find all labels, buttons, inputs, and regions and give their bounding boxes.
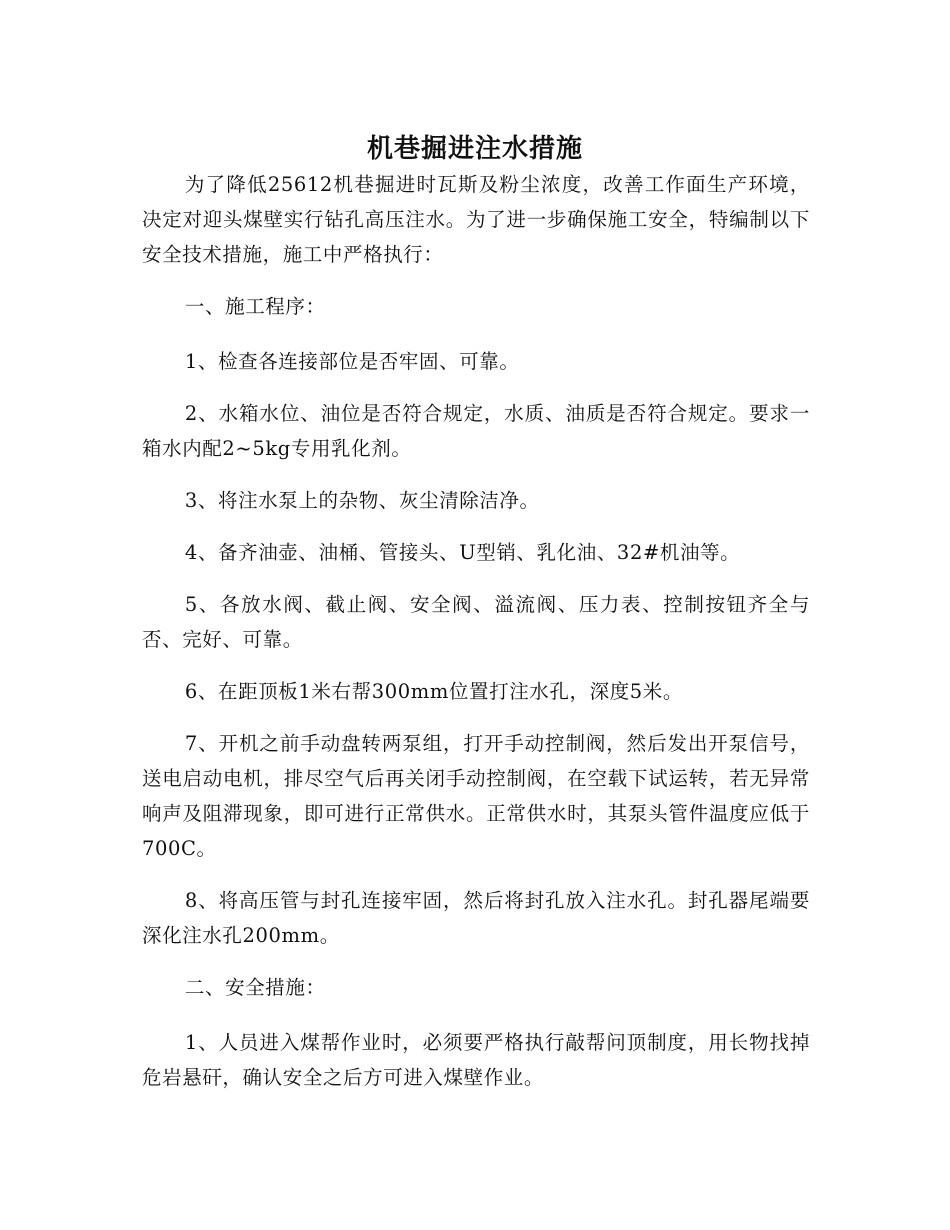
intro-paragraph: 为了降低25612机巷掘进时瓦斯及粉尘浓度，改善工作面生产环境，决定对迎头煤壁实行钻孔高压注水。为了进一步确保施工安全，特编制以下安全技术措施，施工中严格执行： [142,173,810,266]
procedure-item-2: 2、水箱水位、油位是否符合规定，水质、油质是否符合规定。要求一箱水内配2~5kg专用乳化剂。 [142,402,810,460]
procedure-item-8: 8、将高压管与封孔连接牢固，然后将封孔放入注水孔。封孔器尾端要深化注水孔200mm。 [142,889,810,947]
procedure-item-4: 4、备齐油壶、油桶、管接头、U型销、乳化油、32#机油等。 [184,541,741,564]
procedure-item-6: 6、在距顶板1米右帮300mm位置打注水孔，深度5米。 [184,680,684,703]
safety-item-1: 1、人员进入煤帮作业时，必须要严格执行敲帮问顶制度，用长物找掉危岩悬矸，确认安全之后方可进入煤壁作业。 [142,1031,810,1089]
procedure-item-1: 1、检查各连接部位是否牢固、可靠。 [184,350,520,373]
procedure-item-7: 7、开机之前手动盘转两泵组，打开手动控制阀，然后发出开泵信号，送电启动电机，排尽空气后再关闭手动控制阀，在空载下试运转，若无异常响声及阻滞现象，即可进行正常供水。正常供水时，其泵头管件温度应低于700C。 [142,732,810,860]
section-heading-safety: 二、安全措施： [184,976,326,999]
document-body [142,167,810,1112]
procedure-item-5: 5、各放水阀、截止阀、安全阀、溢流阀、压力表、控制按钮齐全与否、完好、可靠。 [142,593,810,651]
document-title: 机巷掘进注水措施 [366,134,583,165]
section-heading-procedure: 一、施工程序： [184,295,326,318]
procedure-item-3: 3、将注水泵上的杂物、灰尘清除洁净。 [184,489,540,512]
